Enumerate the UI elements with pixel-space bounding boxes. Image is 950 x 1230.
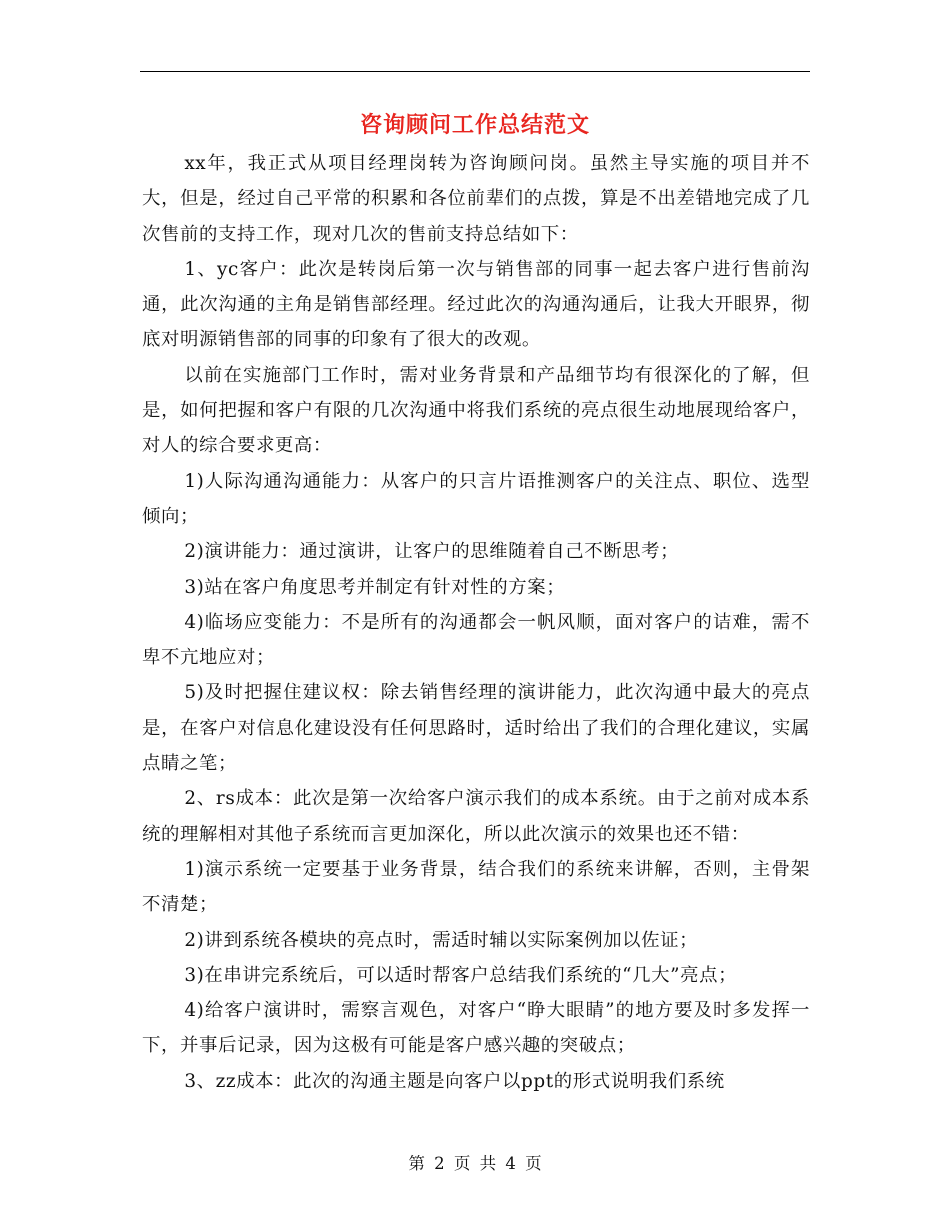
page-number-footer: 第 2 页 共 4 页 [408,1154,542,1173]
list-item-observe-customer: 4)给客户演讲时，需察言观色，对客户“睁大眼睛”的地方要及时多发挥一下，并事后记录，因为这极有可能是客户感兴趣的突破点； [142,1000,810,1057]
paragraph-implementation-background: 以前在实施部门工作时，需对业务背景和产品细节均有很深化的了解，但是，如何把握和客户有限的几次沟通中将我们系统的亮点很生动地展现给客户，对人的综合要求更高： [142,364,810,457]
document-title: 咨询顾问工作总结范文 [359,112,590,138]
paragraph-case-yc: 1、yc客户：此次是转岗后第一次与销售部的同事一起去客户进行售前沟通，此次沟通的主角是销售部经理。经过此次的沟通沟通后，让我大开眼界，彻底对明源销售部的同事的印象有了很大的改观。 [142,258,810,351]
list-item-advice-initiative: 5)及时把握住建议权：除去销售经理的演讲能力，此次沟通中最大的亮点是，在客户对信息化建设没有任何思路时，适时给出了我们的合理化建议，实属点睛之笔； [142,682,810,775]
paragraph-case-rs: 2、rs成本：此次是第一次给客户演示我们的成本系统。由于之前对成本系统的理解相对其他子系统而言更加深化，所以此次演示的效果也还不错： [142,788,810,845]
paragraph-intro: xx年，我正式从项目经理岗转为咨询顾问岗。虽然主导实施的项目并不大，但是，经过自己平常的积累和各位前辈们的点拨，算是不出差错地完成了几次售前的支持工作，现对几次的售前支持总结如下： [142,153,810,245]
list-item-business-context: 1)演示系统一定要基于业务背景，结合我们的系统来讲解，否则，主骨架不清楚； [142,858,810,916]
document-body [142,146,810,1099]
list-item-real-cases: 2)讲到系统各模块的亮点时，需适时辅以实际案例加以佐证； [184,929,699,951]
list-item-presentation-skill: 2)演讲能力：通过演讲，让客户的思维随着自己不断思考； [184,541,680,563]
list-item-customer-perspective: 3)站在客户角度思考并制定有针对性的方案； [184,576,566,598]
paragraph-case-zz: 3、zz成本：此次的沟通主题是向客户以ppt的形式说明我们系统 [184,1070,725,1092]
list-item-adaptability: 4)临场应变能力：不是所有的沟通都会一帆风顺，面对客户的诘难，需不卑不亢地应对； [142,611,810,669]
header-rule [140,71,810,72]
list-item-summarize-highlights: 3)在串讲完系统后，可以适时帮客户总结我们系统的“几大”亮点； [184,964,738,986]
list-item-communication-skill: 1)人际沟通沟通能力：从客户的只言片语推测客户的关注点、职位、选型倾向； [142,470,810,527]
